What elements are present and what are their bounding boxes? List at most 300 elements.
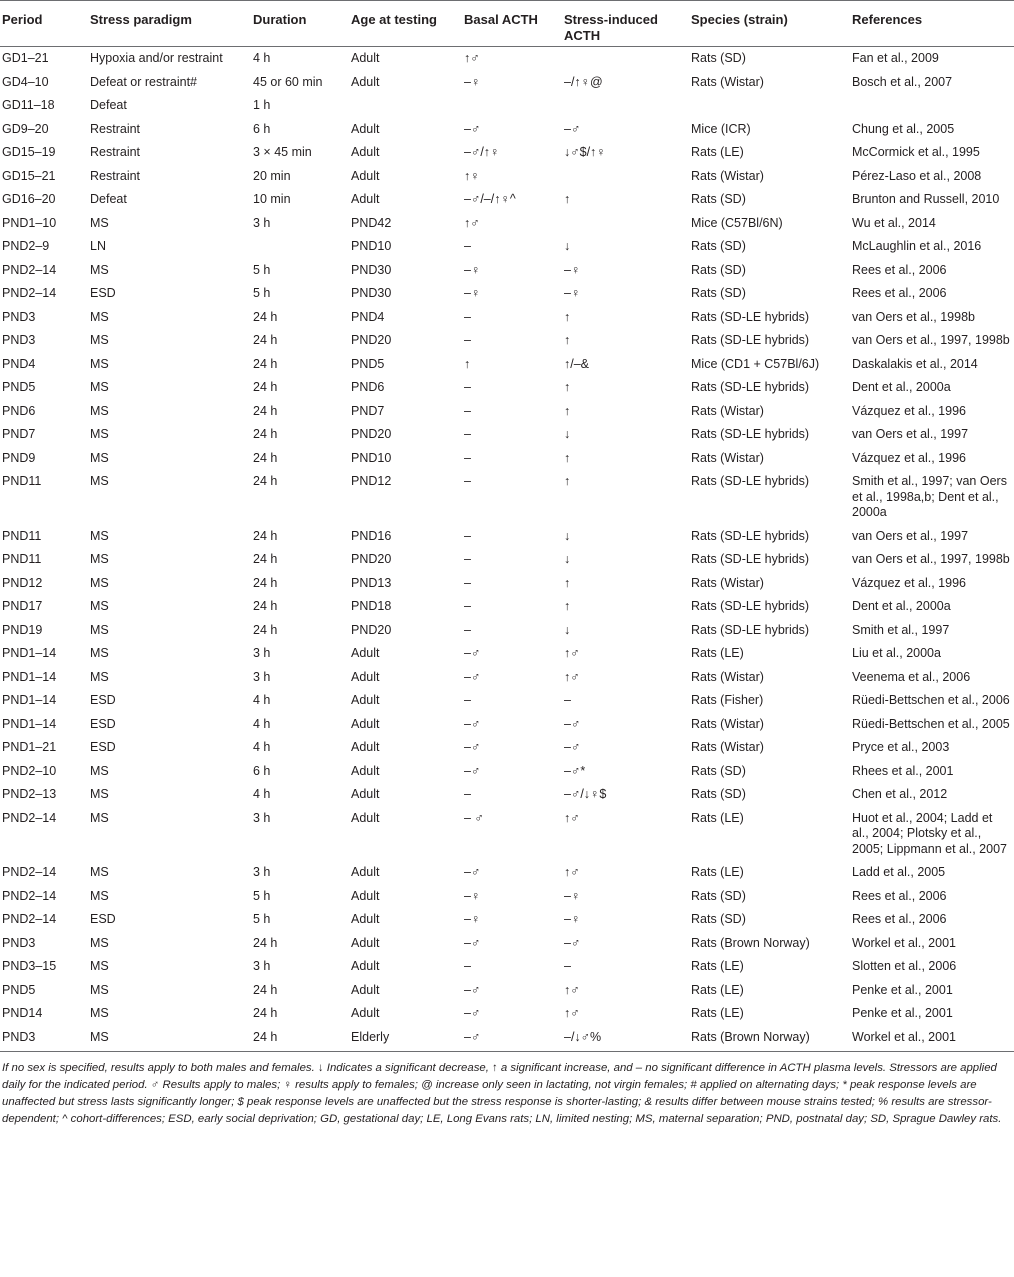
- cell-stress-paradigm: MS: [90, 865, 109, 879]
- cell-basal-acth: –: [464, 599, 471, 613]
- table-row: [0, 165, 1014, 189]
- cell-species-strain: Rats (SD-LE hybrids): [691, 333, 810, 347]
- cell-basal-acth: ↑: [464, 356, 471, 371]
- cell-age-at-testing: Adult: [351, 669, 380, 684]
- cell-basal-acth: –: [464, 427, 471, 441]
- cell-age-at-testing: PND20: [351, 552, 392, 566]
- table-row: [0, 932, 1014, 956]
- cell-period: PND4: [2, 356, 36, 371]
- cell-species-strain: [689, 94, 850, 118]
- cell-species-strain: Rats (Brown Norway): [691, 935, 810, 950]
- cell-age-at-testing: Adult: [351, 646, 380, 660]
- cell-age-at-testing: PND7: [351, 403, 385, 418]
- cell-basal-acth: –: [464, 787, 471, 801]
- cell-species-strain: Rats (Fisher): [691, 693, 764, 707]
- cell-duration: 3 h: [253, 810, 271, 825]
- cell-duration: 45 or 60 min: [253, 74, 323, 89]
- cell-duration: 5 h: [253, 262, 271, 277]
- cell-references: van Oers et al., 1997: [852, 528, 969, 543]
- cell-references: Bosch et al., 2007: [852, 74, 953, 89]
- cell-duration: 5 h: [253, 286, 271, 300]
- cell-age-at-testing: PND42: [351, 215, 392, 230]
- cell-stress-induced-acth: ↑♂: [564, 646, 580, 660]
- cell-age-at-testing: Adult: [351, 888, 380, 903]
- cell-references: Pérez-Laso et al., 2008: [852, 168, 982, 183]
- cell-stress-paradigm: ESD: [90, 693, 116, 707]
- cell-basal-acth: –♂: [464, 982, 481, 997]
- cell-period: PND17: [2, 599, 43, 613]
- cell-stress-induced-acth: –/↓♂%: [562, 1026, 689, 1052]
- cell-duration: 24 h: [253, 575, 278, 590]
- cell-stress-induced-acth: –♂: [564, 740, 581, 754]
- cell-period: PND9: [2, 450, 36, 465]
- cell-stress-induced-acth: ↑: [564, 309, 571, 324]
- cell-duration: 3 h: [253, 215, 271, 230]
- cell-stress-induced-acth: –♂: [564, 935, 581, 950]
- table-row: [0, 642, 1014, 666]
- cell-stress-paradigm: MS: [90, 622, 109, 637]
- cell-stress-paradigm: MS: [90, 215, 109, 230]
- cell-stress-paradigm: MS: [90, 599, 109, 613]
- cell-basal-acth: – ♂: [464, 810, 484, 825]
- cell-age-at-testing: PND30: [351, 286, 392, 300]
- cell-stress-induced-acth: ↓: [564, 528, 571, 543]
- cell-species-strain: Rats (Wistar): [691, 716, 764, 731]
- cell-species-strain: Rats (LE): [691, 959, 744, 973]
- cell-basal-acth: –♂: [464, 1006, 481, 1020]
- table-row: [0, 548, 1014, 572]
- cell-basal-acth: –: [464, 622, 471, 637]
- cell-basal-acth: –: [464, 528, 471, 543]
- cell-references: Pryce et al., 2003: [852, 740, 950, 754]
- cell-basal-acth: –: [464, 450, 471, 465]
- cell-period: GD15–19: [2, 145, 56, 159]
- cell-period: GD15–21: [2, 168, 56, 183]
- cell-basal-acth: –♂/↑♀: [464, 145, 500, 159]
- cell-species-strain: Rats (Wistar): [691, 450, 764, 465]
- cell-age-at-testing: Adult: [351, 51, 380, 65]
- cell-basal-acth: –: [464, 333, 471, 347]
- cell-duration: 24 h: [253, 380, 278, 394]
- cell-duration: 24 h: [253, 935, 278, 950]
- table-body: [0, 47, 1014, 1052]
- table-row: [0, 376, 1014, 400]
- cell-period: PND2–14: [2, 912, 57, 926]
- column-header-references: References: [850, 1, 1014, 47]
- cell-stress-induced-acth: ↑: [564, 450, 571, 465]
- cell-references: Chen et al., 2012: [852, 787, 948, 801]
- cell-references: Workel et al., 2001: [850, 1026, 1014, 1052]
- cell-duration: 3 h: [253, 669, 271, 684]
- cell-stress-paradigm: Defeat: [90, 192, 127, 206]
- table-row: [0, 666, 1014, 690]
- table-footnote: If no sex is specified, results apply to both males and females. ↓ Indicates a significant decrease, ↑ a significant increase, and – no significant difference in ACTH plasma levels. Stressors are applied daily for the indicated period. ♂ Results apply to males; ♀ results apply to females; @ increase only seen in lactating, not virgin females; # applied on alternating days; * peak response levels are unaffected but stress lasts significantly longer; $ peak response levels are unaffected but the stress response is shorter-lasting; & results differ between mouse strains tested; % results are stressor-dependent; ^ cohort-differences; ESD, early social deprivation; GD, gestational day; LE, Long Evans rats; LN, limited nesting; MS, maternal separation; PND, postnatal day; SD, Sprague Dawley rats.: [2, 1062, 1002, 1125]
- cell-stress-induced-acth: –♂/↓♀$: [564, 787, 607, 801]
- cell-stress-paradigm: MS: [90, 380, 109, 394]
- table-row: [0, 329, 1014, 353]
- table-row: [0, 470, 1014, 525]
- cell-species-strain: Rats (Wistar): [691, 403, 764, 418]
- cell-basal-acth: –♂: [464, 865, 481, 879]
- cell-stress-induced-acth: ↑♂: [564, 982, 580, 997]
- cell-duration: 24 h: [253, 427, 278, 441]
- table-row: [0, 353, 1014, 377]
- cell-stress-paradigm: MS: [90, 528, 109, 543]
- cell-stress-paradigm: Hypoxia and/or restraint: [90, 51, 223, 65]
- cell-age-at-testing: Adult: [351, 787, 380, 801]
- cell-period: PND2–13: [2, 787, 57, 801]
- cell-duration: 24 h: [253, 450, 278, 465]
- cell-references: Rees et al., 2006: [852, 286, 947, 300]
- cell-age-at-testing: PND16: [351, 528, 392, 543]
- table-row: [0, 783, 1014, 807]
- cell-stress-paradigm: MS: [90, 959, 109, 973]
- cell-period: PND6: [2, 403, 36, 418]
- table-row: [0, 306, 1014, 330]
- table-row: [0, 94, 1014, 118]
- cell-references: Rüedi-Bettschen et al., 2006: [852, 693, 1010, 707]
- cell-stress-induced-acth: –♀: [564, 888, 581, 903]
- column-header-period: Period: [0, 1, 88, 47]
- cell-age-at-testing: PND20: [351, 427, 392, 441]
- cell-duration: 4 h: [253, 51, 271, 65]
- cell-references: Dent et al., 2000a: [852, 380, 951, 394]
- cell-period: GD9–20: [2, 121, 49, 136]
- cell-duration: 24 h: [253, 982, 278, 997]
- cell-references: Slotten et al., 2006: [852, 959, 957, 973]
- table-row: [0, 235, 1014, 259]
- cell-period: PND3: [0, 1026, 88, 1052]
- cell-species-strain: Rats (Brown Norway): [689, 1026, 850, 1052]
- cell-species-strain: Rats (SD-LE hybrids): [691, 380, 810, 394]
- cell-species-strain: Mice (ICR): [691, 121, 751, 136]
- table-row: [0, 760, 1014, 784]
- table-row: [0, 908, 1014, 932]
- cell-stress-paradigm: MS: [90, 262, 109, 277]
- cell-references: McLaughlin et al., 2016: [852, 239, 982, 253]
- cell-species-strain: Rats (SD-LE hybrids): [691, 552, 810, 566]
- cell-stress-induced-acth: –: [564, 693, 571, 707]
- cell-stress-induced-acth: ↓: [564, 427, 571, 441]
- cell-stress-paradigm: MS: [90, 810, 109, 825]
- cell-stress-paradigm: ESD: [90, 740, 116, 754]
- cell-stress-induced-acth: –: [564, 959, 571, 973]
- cell-age-at-testing: Adult: [351, 192, 380, 206]
- cell-stress-paradigm: MS: [90, 888, 109, 903]
- cell-references: Smith et al., 1997: [852, 622, 950, 637]
- cell-duration: 6 h: [253, 763, 271, 778]
- cell-period: PND2–14: [2, 262, 57, 277]
- cell-species-strain: Rats (LE): [691, 145, 744, 159]
- cell-age-at-testing: Adult: [351, 740, 380, 754]
- cell-stress-induced-acth: ↑: [564, 575, 571, 590]
- cell-basal-acth: –♀: [464, 74, 481, 89]
- cell-references: Dent et al., 2000a: [852, 599, 951, 613]
- cell-duration: 3 h: [253, 959, 271, 973]
- cell-references: Ladd et al., 2005: [852, 865, 946, 879]
- table-row: [0, 689, 1014, 713]
- table-row: [0, 212, 1014, 236]
- column-header-stress-paradigm: Stress paradigm: [88, 1, 251, 47]
- cell-period: GD4–10: [2, 74, 49, 89]
- cell-age-at-testing: PND20: [351, 333, 392, 347]
- cell-references: Rees et al., 2006: [852, 262, 947, 277]
- cell-duration: 3 × 45 min: [253, 145, 312, 159]
- cell-stress-induced-acth: –♀: [564, 912, 581, 926]
- table-row: [0, 979, 1014, 1003]
- cell-basal-acth: –♂: [464, 763, 481, 778]
- cell-basal-acth: –♀: [464, 912, 481, 926]
- cell-stress-paradigm: MS: [90, 787, 109, 801]
- cell-age-at-testing: PND12: [351, 474, 392, 488]
- cell-references: McCormick et al., 1995: [852, 145, 980, 159]
- cell-species-strain: Rats (SD-LE hybrids): [691, 474, 810, 488]
- cell-species-strain: Rats (SD): [691, 286, 746, 300]
- cell-basal-acth: –♀: [464, 888, 481, 903]
- cell-duration: 3 h: [253, 865, 271, 879]
- cell-period: PND7: [2, 427, 36, 441]
- cell-age-at-testing: Adult: [351, 763, 380, 778]
- cell-age-at-testing: PND6: [351, 380, 385, 394]
- cell-stress-paradigm: Defeat: [90, 98, 127, 112]
- cell-stress-induced-acth: ↑/–&: [564, 356, 590, 371]
- cell-stress-induced-acth: [562, 165, 689, 189]
- cell-age-at-testing: Adult: [351, 693, 380, 707]
- cell-basal-acth: –♂: [464, 935, 481, 950]
- cell-stress-paradigm: MS: [90, 427, 109, 441]
- table-row: [0, 141, 1014, 165]
- cell-stress-induced-acth: ↑♂: [564, 810, 580, 825]
- cell-species-strain: Rats (LE): [691, 982, 744, 997]
- cell-period: PND11: [2, 474, 42, 488]
- cell-duration: 6 h: [253, 121, 271, 136]
- cell-stress-paradigm: ESD: [90, 716, 116, 731]
- cell-basal-acth: –: [464, 239, 471, 253]
- cell-stress-induced-acth: [562, 47, 689, 71]
- cell-age-at-testing: [349, 94, 462, 118]
- cell-basal-acth: –: [464, 552, 471, 566]
- cell-species-strain: Rats (SD-LE hybrids): [691, 309, 810, 324]
- cell-age-at-testing: PND18: [351, 599, 392, 613]
- cell-period: PND5: [2, 380, 36, 394]
- cell-basal-acth: –♂: [464, 716, 481, 731]
- cell-stress-paradigm: MS: [88, 1026, 251, 1052]
- cell-age-at-testing: Adult: [351, 982, 380, 997]
- cell-stress-induced-acth: ↓♂$/↑♀: [564, 145, 606, 159]
- cell-period: PND2–9: [2, 239, 50, 253]
- cell-stress-paradigm: MS: [90, 646, 109, 660]
- cell-stress-paradigm: MS: [90, 450, 109, 465]
- cell-basal-acth: –♂: [464, 646, 481, 660]
- cell-age-at-testing: Adult: [351, 168, 380, 183]
- cell-age-at-testing: PND20: [351, 622, 392, 637]
- cell-age-at-testing: PND10: [351, 239, 392, 253]
- cell-stress-paradigm: MS: [90, 474, 109, 488]
- cell-age-at-testing: Adult: [351, 935, 380, 950]
- cell-period: PND1–14: [2, 693, 57, 707]
- table-row: [0, 861, 1014, 885]
- cell-basal-acth: ↑♀: [464, 168, 480, 183]
- cell-stress-paradigm: Restraint: [90, 168, 141, 183]
- cell-stress-paradigm: MS: [90, 575, 109, 590]
- cell-stress-induced-acth: –/↑♀@: [564, 74, 603, 89]
- cell-stress-induced-acth: ↑: [564, 192, 571, 206]
- cell-age-at-testing: Adult: [351, 912, 380, 926]
- cell-basal-acth: –♂: [464, 121, 481, 136]
- cell-species-strain: Rats (LE): [691, 810, 744, 825]
- cell-period: PND3–15: [2, 959, 57, 973]
- cell-stress-paradigm: MS: [90, 309, 109, 324]
- table-row: [0, 1002, 1014, 1026]
- cell-age-at-testing: Adult: [351, 959, 380, 973]
- cell-stress-paradigm: MS: [90, 552, 109, 566]
- table-row: [0, 807, 1014, 862]
- cell-period: PND1–14: [2, 716, 57, 731]
- cell-basal-acth: –♂: [464, 669, 481, 684]
- cell-basal-acth: –: [464, 474, 471, 488]
- cell-species-strain: Mice (CD1 + C57Bl/6J): [691, 356, 820, 371]
- cell-period: PND11: [2, 528, 42, 543]
- cell-basal-acth: ↑♂: [464, 215, 480, 230]
- cell-duration: 24 h: [253, 552, 278, 566]
- cell-references: Daskalakis et al., 2014: [852, 356, 978, 371]
- cell-references: Smith et al., 1997; van Oers et al., 1998a,b; Dent et al., 2000a: [852, 474, 1007, 519]
- cell-stress-paradigm: MS: [90, 935, 109, 950]
- cell-period: PND1–10: [2, 215, 57, 230]
- table-row: [0, 736, 1014, 760]
- cell-references: Vázquez et al., 1996: [852, 575, 966, 590]
- cell-duration: 4 h: [253, 716, 271, 731]
- cell-duration: 5 h: [253, 912, 271, 926]
- cell-period: PND1–14: [2, 646, 57, 660]
- cell-stress-induced-acth: ↓: [564, 622, 571, 637]
- cell-species-strain: Rats (SD): [691, 888, 746, 903]
- cell-period: PND11: [2, 552, 42, 566]
- cell-references: Rees et al., 2006: [852, 912, 947, 926]
- cell-stress-paradigm: MS: [90, 333, 109, 347]
- cell-species-strain: Rats (SD): [691, 51, 746, 65]
- table-row: [0, 595, 1014, 619]
- cell-stress-paradigm: Defeat or restraint#: [90, 74, 197, 89]
- cell-basal-acth: –: [464, 403, 471, 418]
- cell-stress-induced-acth: ↓: [564, 239, 571, 253]
- cell-species-strain: Rats (SD): [691, 239, 746, 253]
- column-header-species-strain: Species (strain): [689, 1, 850, 47]
- cell-age-at-testing: PND4: [351, 309, 385, 324]
- cell-species-strain: Rats (Wistar): [691, 575, 764, 590]
- cell-references: Fan et al., 2009: [852, 51, 939, 65]
- cell-period: PND2–10: [2, 763, 57, 778]
- cell-stress-induced-acth: ↑♂: [564, 1006, 580, 1020]
- cell-stress-induced-acth: –♂*: [564, 763, 586, 778]
- table-row: [0, 118, 1014, 142]
- table-row: [0, 71, 1014, 95]
- cell-references: Chung et al., 2005: [852, 121, 955, 136]
- cell-stress-induced-acth: [562, 212, 689, 236]
- cell-basal-acth: –♂: [464, 740, 481, 754]
- cell-species-strain: Rats (SD): [691, 763, 746, 778]
- cell-stress-induced-acth: ↑: [564, 403, 571, 418]
- cell-stress-paradigm: ESD: [90, 286, 116, 300]
- cell-references: Rüedi-Bettschen et al., 2005: [852, 716, 1010, 731]
- cell-stress-induced-acth: –♂: [564, 716, 581, 731]
- header-row: [0, 1, 1014, 47]
- cell-period: PND3: [2, 935, 36, 950]
- cell-references: Huot et al., 2004; Ladd et al., 2004; Plotsky et al., 2005; Lippmann et al., 2007: [852, 810, 1007, 856]
- cell-period: PND12: [2, 575, 43, 590]
- table-row: [0, 955, 1014, 979]
- cell-references: Vázquez et al., 1996: [852, 403, 966, 418]
- cell-references: van Oers et al., 1997, 1998b: [852, 552, 1010, 566]
- cell-stress-induced-acth: –♀: [564, 262, 581, 277]
- column-header-age-at-testing: Age at testing: [349, 1, 462, 47]
- cell-references: [850, 94, 1014, 118]
- cell-stress-paradigm: MS: [90, 356, 109, 371]
- cell-age-at-testing: Adult: [351, 74, 380, 89]
- cell-duration: 24 h: [253, 309, 278, 324]
- cell-age-at-testing: PND5: [351, 356, 385, 371]
- cell-references: Workel et al., 2001: [852, 935, 956, 950]
- table-row: [0, 885, 1014, 909]
- cell-duration: 4 h: [253, 693, 271, 707]
- cell-duration: 24 h: [251, 1026, 349, 1052]
- cell-duration: 3 h: [253, 646, 271, 660]
- cell-references: Penke et al., 2001: [852, 1006, 953, 1020]
- cell-stress-paradigm: ESD: [90, 912, 116, 926]
- cell-stress-induced-acth: ↑: [564, 474, 571, 488]
- cell-age-at-testing: Adult: [351, 716, 380, 731]
- cell-stress-paradigm: MS: [90, 1006, 109, 1020]
- cell-stress-induced-acth: ↓: [564, 552, 571, 566]
- cell-species-strain: Rats (Wistar): [691, 74, 764, 89]
- cell-age-at-testing: Adult: [351, 810, 380, 825]
- cell-duration: 24 h: [253, 356, 278, 371]
- cell-references: Brunton and Russell, 2010: [852, 192, 1000, 206]
- cell-references: van Oers et al., 1998b: [852, 309, 975, 324]
- cell-stress-paradigm: MS: [90, 669, 109, 684]
- cell-duration: 4 h: [253, 787, 271, 801]
- cell-age-at-testing: PND13: [351, 575, 392, 590]
- cell-references: Rhees et al., 2001: [852, 763, 954, 778]
- cell-basal-acth: –♀: [464, 262, 481, 277]
- cell-species-strain: Rats (SD): [691, 262, 746, 277]
- cell-period: PND2–14: [2, 810, 57, 825]
- cell-duration: 10 min: [253, 192, 291, 206]
- cell-basal-acth: –♀: [464, 286, 481, 300]
- cell-species-strain: Rats (SD): [691, 787, 746, 801]
- column-header-duration: Duration: [251, 1, 349, 47]
- cell-age-at-testing: Adult: [351, 145, 380, 159]
- table-row: [0, 713, 1014, 737]
- cell-stress-paradigm: Restraint: [90, 121, 141, 136]
- cell-basal-acth: –♂/–/↑♀^: [464, 192, 516, 206]
- cell-stress-induced-acth: –♂: [564, 121, 581, 136]
- cell-age-at-testing: Adult: [351, 865, 380, 879]
- cell-references: van Oers et al., 1997: [852, 427, 969, 441]
- cell-stress-induced-acth: ↑♂: [564, 865, 580, 879]
- cell-period: PND3: [2, 309, 36, 324]
- cell-species-strain: Rats (Wistar): [691, 669, 764, 684]
- cell-references: Vázquez et al., 1996: [852, 450, 966, 465]
- cell-period: PND19: [2, 622, 43, 637]
- cell-period: PND14: [2, 1006, 43, 1020]
- column-header-basal-acth: Basal ACTH: [462, 1, 562, 47]
- cell-basal-acth: [462, 94, 562, 118]
- cell-duration: 24 h: [253, 1006, 278, 1020]
- cell-duration: 24 h: [253, 599, 278, 613]
- cell-duration: 20 min: [253, 168, 291, 183]
- cell-age-at-testing: PND10: [351, 450, 392, 465]
